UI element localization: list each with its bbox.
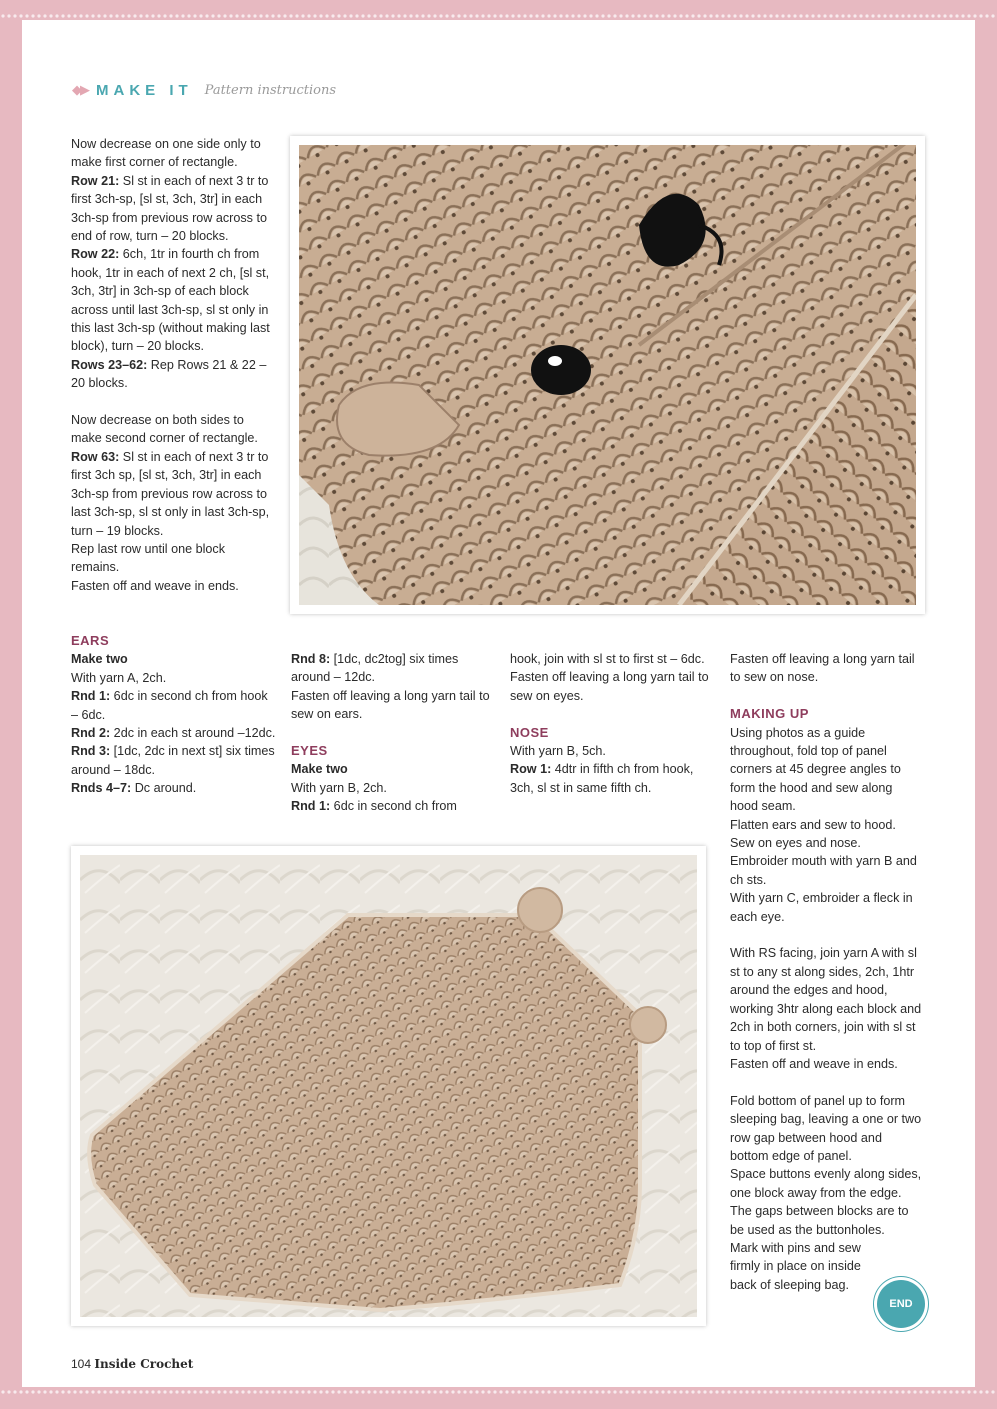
row-22: Row 22: 6ch, 1tr in fourth ch from hook, 1tr in each of next 2 ch, [sl st, 3ch, 3tr] in 3ch-sp of each block across until last 3ch-sp, sl st only in this last 3ch-sp (without making last block), turn – 20 blocks. bbox=[71, 247, 270, 354]
eyes-rnd-1: Rnd 1: 6dc in second ch from bbox=[291, 799, 457, 814]
eyes-yarn: With yarn B, 2ch. bbox=[291, 780, 387, 795]
eyes-make-two: Make two bbox=[291, 762, 348, 777]
nose-heading: NOSE bbox=[510, 724, 549, 740]
making-up-step-2: Flatten ears and sew to hood. bbox=[730, 817, 896, 832]
ears-make-two: Make two bbox=[71, 652, 128, 667]
end-badge: END bbox=[877, 1280, 925, 1328]
bottom-border-pattern bbox=[0, 1388, 997, 1396]
eyes-fasten-off: Fasten off leaving a long yarn tail to sew on eyes. bbox=[510, 670, 709, 703]
blanket-full-photo bbox=[71, 846, 706, 1326]
making-up-step-11: Mark with pins and sew firmly in place on inside back of sleeping bag. bbox=[730, 1240, 861, 1292]
making-up-step-9: Space buttons evenly along sides, one block away from the edge. bbox=[730, 1167, 922, 1200]
column-4 bbox=[730, 650, 922, 1294]
ears-rnds-4-7: Rnds 4–7: Dc around. bbox=[71, 781, 197, 796]
ears-fasten-off: Fasten off leaving a long yarn tail to sew on ears. bbox=[291, 688, 490, 722]
hood-photo-image bbox=[299, 145, 916, 605]
making-up-step-5: With yarn C, embroider a fleck in each eye. bbox=[730, 891, 913, 924]
top-border-pattern bbox=[0, 12, 997, 20]
ears-heading: EARS bbox=[71, 633, 110, 648]
ears-rnd-3: Rnd 3: [1dc, 2dc in next st] six times around – 18dc. bbox=[71, 744, 275, 777]
ears-yarn: With yarn A, 2ch. bbox=[71, 670, 167, 685]
making-up-step-8: Fold bottom of panel up to form sleeping bag, leaving a one or two row gap between hood and bottom edge of panel. bbox=[730, 1093, 922, 1163]
making-up-step-7: Fasten off and weave in ends. bbox=[730, 1056, 898, 1071]
ears-rnd-8: Rnd 8: [1dc, dc2tog] six times around – 12dc. bbox=[291, 652, 459, 685]
making-up-step-4: Embroider mouth with yarn B and ch sts. bbox=[730, 854, 917, 887]
row-21: Row 21: Sl st in each of next 3 tr to first 3ch-sp, [sl st, 3ch, 3tr] in each 3ch-sp from previous row across to end of row, turn – 20 blocks. bbox=[71, 173, 269, 244]
making-up-step-6: With RS facing, join yarn A with sl st to any st along sides, 2ch, 1htr around the edges and hood, working 3htr along each block and 2ch in both corners, join with sl st to top of first st. bbox=[730, 946, 922, 1053]
making-up-step-3: Sew on eyes and nose. bbox=[730, 836, 861, 851]
eyes-rnd-1-continued: hook, join with sl st to first st – 6dc. bbox=[510, 652, 705, 666]
nose-fasten-off: Fasten off leaving a long yarn tail to sew on nose. bbox=[730, 652, 915, 685]
column-3 bbox=[510, 650, 710, 797]
ears-section bbox=[71, 632, 276, 798]
section-header bbox=[72, 80, 336, 100]
row-63: Row 63: Sl st in each of next 3 tr to first 3ch sp, [sl st, 3ch, 3tr] in each 3ch-sp from previous row across to last 3ch-sp, sl st only in last 3ch-sp, turn – 19 blocks. bbox=[71, 449, 270, 538]
nose-row-1: Row 1: 4dtr in fifth ch from hook, 3ch, sl st in same fifth ch. bbox=[510, 762, 694, 795]
ears-rnd-2: Rnd 2: 2dc in each st around –12dc. bbox=[71, 726, 276, 741]
eyes-heading: EYES bbox=[291, 743, 328, 759]
column-2 bbox=[291, 650, 491, 816]
fasten-off-instruction: Fasten off and weave in ends. bbox=[71, 578, 239, 593]
making-up-heading: MAKING UP bbox=[730, 706, 809, 722]
page-number: 104 bbox=[71, 1357, 92, 1371]
repeat-instruction: Rep last row until one block remains. bbox=[71, 541, 226, 575]
making-up-step-10: The gaps between blocks are to be used as the buttonholes. bbox=[730, 1204, 909, 1237]
arrow-icon: ◆▶ bbox=[72, 82, 88, 97]
magazine-name: Inside Crochet bbox=[94, 1357, 194, 1371]
making-up-step-1: Using photos as a guide throughout, fold top of panel corners at 45 degree angles to form the hood and sew along hood seam. bbox=[730, 725, 901, 814]
header-title: MAKE IT bbox=[96, 81, 193, 99]
intro-decrease-both-sides: Now decrease on both sides to make second corner of rectangle. bbox=[71, 413, 258, 446]
hood-closeup-photo bbox=[290, 136, 925, 614]
ears-rnd-1: Rnd 1: 6dc in second ch from hook – 6dc. bbox=[71, 689, 268, 722]
footer bbox=[71, 1357, 193, 1371]
intro-decrease-one-side: Now decrease on one side only to make first corner of rectangle. bbox=[71, 137, 261, 170]
rows-23-62: Rows 23–62: Rep Rows 21 & 22 – 20 blocks. bbox=[71, 357, 267, 391]
pattern-rows-text bbox=[71, 135, 271, 595]
blanket-photo-image bbox=[80, 855, 697, 1317]
nose-yarn: With yarn B, 5ch. bbox=[510, 744, 606, 759]
header-subtitle: Pattern instructions bbox=[204, 82, 336, 98]
